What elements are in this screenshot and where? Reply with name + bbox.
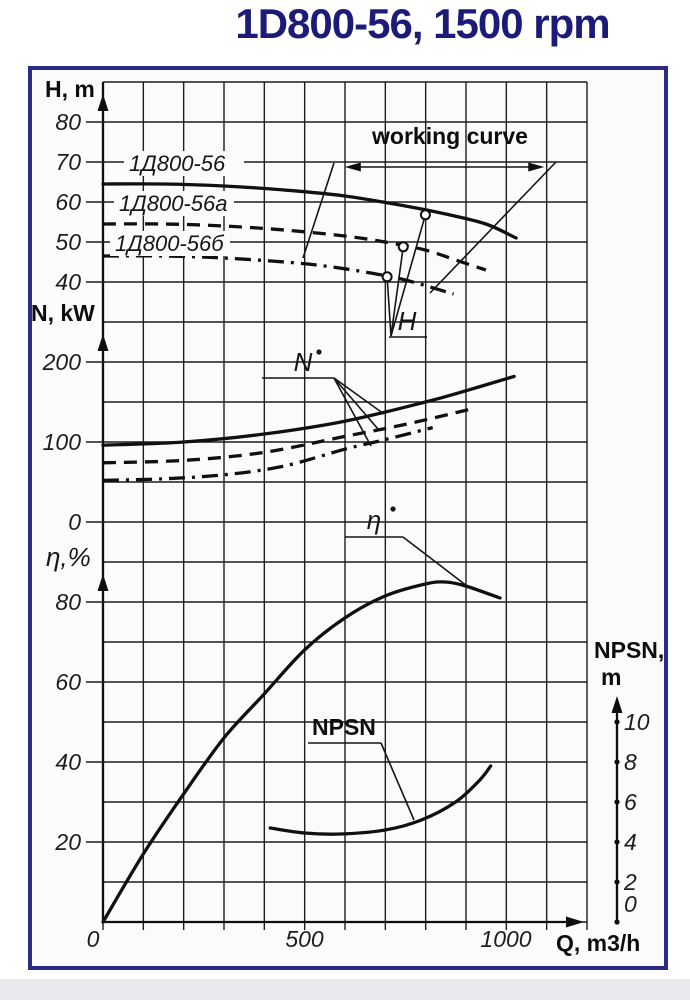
curve-name-label: 1Д800-56а xyxy=(119,191,228,216)
head-tick-label: 50 xyxy=(55,229,81,255)
efficiency-tick-label: 20 xyxy=(55,829,81,855)
h-axis-title: H, m xyxy=(45,76,95,102)
working-curve-arrow-right-icon xyxy=(528,163,544,172)
power-tick-label: 200 xyxy=(42,349,81,375)
npsn-tick-label: 4 xyxy=(624,829,637,855)
npsn-axis-title-unit: m xyxy=(601,664,622,690)
q-axis-title: Q, m3/h xyxy=(556,930,641,956)
power-curve-1 xyxy=(103,376,514,445)
h-axis-arrow-icon xyxy=(98,94,109,111)
head-tick-label: 80 xyxy=(55,109,81,135)
npsn-axis-tick xyxy=(614,759,619,764)
eta-callout-label: η xyxy=(366,505,382,535)
working-range-pointer-right xyxy=(430,162,556,293)
npsn-curve-1 xyxy=(270,766,491,834)
npsn-axis-tick xyxy=(614,919,619,924)
eta-axis-arrow-icon xyxy=(98,574,109,591)
npsn-tick-label: 6 xyxy=(624,789,637,815)
efficiency-tick-label: 60 xyxy=(55,669,81,695)
n-callout-dot xyxy=(316,349,321,354)
n-axis-title: N, kW xyxy=(31,300,95,326)
npsn-tick-label: 10 xyxy=(624,709,650,735)
x-axis-arrow-icon xyxy=(566,917,584,928)
page-title: 1D800-56, 1500 rpm xyxy=(235,0,610,47)
q-tick-label: 500 xyxy=(285,926,324,952)
head-tick-label: 40 xyxy=(55,269,81,295)
power-curve-3 xyxy=(103,428,433,481)
curve-name-label: 1Д800-56 xyxy=(129,151,226,176)
power-tick-label: 100 xyxy=(42,429,81,455)
q-tick-label: 0 xyxy=(86,926,100,952)
q-tick-label: 1000 xyxy=(480,926,532,952)
n-callout-leader xyxy=(334,378,371,446)
npsn-axis-arrow-icon xyxy=(612,696,623,713)
head-tick-label: 60 xyxy=(55,189,81,215)
npsn-tick-label: 2 xyxy=(624,869,637,895)
eta-axis-title: η,% xyxy=(46,542,91,572)
n-callout-leader xyxy=(334,378,384,414)
h-callout-leader xyxy=(387,277,391,336)
eta-callout-dot xyxy=(390,506,395,511)
working-range-pointer-left xyxy=(303,163,334,258)
working-curve-label: working curve xyxy=(372,123,528,149)
npsn-axis-title: NPSN, xyxy=(594,637,665,663)
npsn-axis-tick xyxy=(614,799,619,804)
curve-name-label: 1Д800-56б xyxy=(115,231,224,256)
bottom-margin-strip xyxy=(0,979,690,1000)
efficiency-tick-label: 40 xyxy=(55,749,81,775)
npsn-tick-label: 8 xyxy=(624,749,637,775)
power-tick-label: 0 xyxy=(68,509,81,535)
n-axis-arrow-icon xyxy=(98,334,109,351)
n-callout-label: N xyxy=(293,347,313,377)
npsn-axis-tick xyxy=(614,839,619,844)
power-curve-2 xyxy=(103,408,474,462)
head-tick-label: 70 xyxy=(55,149,81,175)
h-callout-label: H xyxy=(397,306,417,336)
working-curve-arrow-left-icon xyxy=(345,163,361,172)
duty-point-marker xyxy=(383,272,392,281)
efficiency-curve-1 xyxy=(103,582,500,922)
efficiency-tick-label: 80 xyxy=(55,589,81,615)
duty-point-marker xyxy=(399,242,408,251)
duty-point-marker xyxy=(421,210,430,219)
npsn-axis-tick xyxy=(614,879,619,884)
npsn-tick-label: 0 xyxy=(624,891,637,917)
npsn-callout-label: NPSN xyxy=(312,714,376,740)
npsn-axis-tick xyxy=(614,719,619,724)
